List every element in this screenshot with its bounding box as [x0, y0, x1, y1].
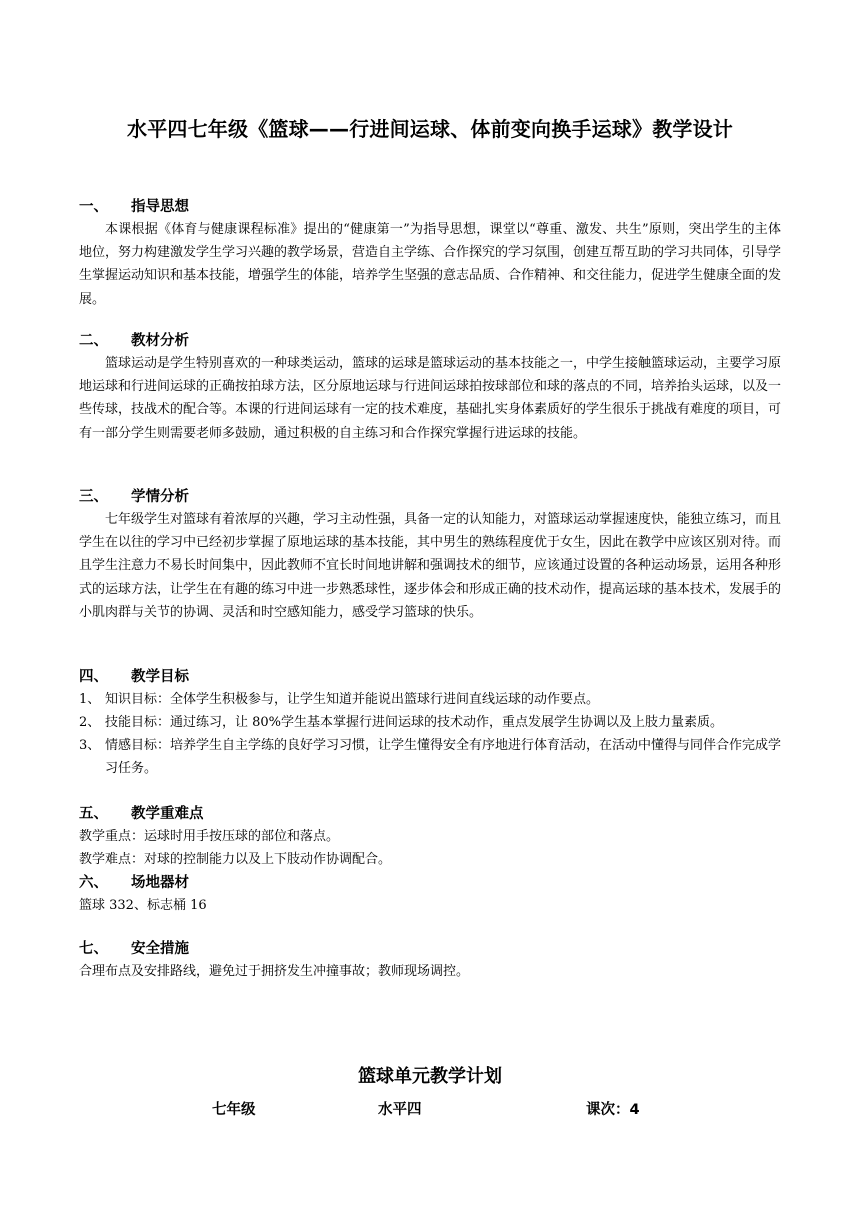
section-material-analysis: [79, 330, 781, 445]
section-number: 一、: [79, 199, 108, 215]
list-item-text: 技能目标：通过练习，让 80%学生基本掌握行进间运球的技术动作，重点发展学生协调以及上肢力量素质。: [105, 715, 724, 730]
section-heading: [79, 330, 781, 352]
section-student-analysis: [79, 486, 781, 624]
section-title: 教材分析: [131, 333, 189, 349]
section-heading: [79, 666, 781, 688]
section-heading: [79, 486, 781, 508]
document-title: 水平四七年级《篮球——行进间运球、体前变向换手运球》教学设计: [127, 117, 733, 141]
section-number: 五、: [79, 806, 108, 822]
section-key-difficult-points: [79, 803, 781, 871]
section-title: 安全措施: [131, 941, 189, 957]
section-number: 四、: [79, 669, 108, 685]
unit-plan-level: 水平四: [378, 1102, 422, 1118]
section-number: 六、: [79, 875, 108, 891]
section-title: 学情分析: [131, 489, 189, 505]
section-heading: [79, 196, 781, 218]
list-number: 3、: [79, 738, 101, 753]
section-title: 教学目标: [131, 669, 189, 685]
unit-plan-title: 篮球单元教学计划: [358, 1066, 502, 1087]
section-number: 三、: [79, 489, 108, 505]
section-title: 指导思想: [131, 199, 189, 215]
section-heading: [79, 938, 781, 960]
goals-list: [79, 688, 781, 780]
section-title: 场地器材: [131, 875, 189, 891]
list-item: [79, 734, 781, 780]
section-number: 七、: [79, 941, 108, 957]
list-item: [79, 711, 781, 734]
section-heading: [79, 872, 781, 894]
section-venue-equipment: [79, 872, 781, 917]
equipment-line: 篮球 332、标志桶 16: [79, 898, 207, 913]
unit-plan-lesson: 课次：4: [586, 1102, 640, 1118]
list-item: [79, 688, 781, 711]
list-number: 2、: [79, 715, 101, 730]
section-paragraph: 七年级学生对篮球有着浓厚的兴趣，学习主动性强，具备一定的认知能力，对篮球运动掌握速度快，能独立练习，而且学生在以往的学习中已经初步掌握了原地运球的基本技能，其中男生的熟练程度优于女生，因此在教学中应该区别对待。而且学生注意力不易长时间集中，因此教师不宜长时间地讲解和强调技术的细节，应该通过设置的各种运动场景，运用各种形式的运球方法，让学生在有趣的练习中进一步熟悉球性，逐步体会和形成正确的技术动作，提高运球的基本技术，发展手的小肌肉群与关节的协调、灵活和时空感知能力，感受学习篮球的快乐。: [79, 512, 782, 620]
section-teaching-goals: [79, 666, 781, 780]
section-guiding-ideology: [79, 196, 781, 311]
section-title: 教学重难点: [131, 806, 204, 822]
section-paragraph: 本课根据《体育与健康课程标准》提出的“健康第一”为指导思想，课堂以“尊重、激发、共生”原则，突出学生的主体地位，努力构建激发学生学习兴趣的教学场景，营造自主学练、合作探究的学习氛围，创建互帮互助的学习共同体，引导学生掌握运动知识和基本技能，增强学生的体能，培养学生坚强的意志品质、合作精神、和交往能力，促进学生健康全面的发展。: [79, 222, 782, 307]
list-item-text: 情感目标：培养学生自主学练的良好学习习惯，让学生懂得安全有序地进行体育活动，在活动中懂得与同伴合作完成学习任务。: [105, 738, 782, 776]
key-point-line: 教学重点：运球时用手按压球的部位和落点。: [79, 829, 340, 844]
section-paragraph: 篮球运动是学生特别喜欢的一种球类运动，篮球的运球是篮球运动的基本技能之一，中学生接触篮球运动，主要学习原地运球和行进间运球的正确按拍球方法，区分原地运球与行进间运球拍按球部位和球的落点的不同，培养抬头运球，以及一些传球，技战术的配合等。本课的行进间运球有一定的技术难度，基础扎实身体素质好的学生很乐于挑战有难度的项目，可有一部分学生则需要老师多鼓励，通过积极的自主练习和合作探究掌握行进运球的技能。: [79, 356, 782, 441]
list-number: 1、: [79, 692, 101, 707]
unit-plan-grade: 七年级: [212, 1102, 256, 1118]
section-heading: [79, 803, 781, 825]
safety-line: 合理布点及安排路线，避免过于拥挤发生冲撞事故；教师现场调控。: [79, 964, 470, 979]
section-number: 二、: [79, 333, 108, 349]
difficult-point-line: 教学难点：对球的控制能力以及上下肢动作协调配合。: [79, 852, 392, 867]
list-item-text: 知识目标：全体学生积极参与，让学生知道并能说出篮球行进间直线运球的动作要点。: [105, 692, 600, 707]
section-safety-measures: [79, 938, 781, 983]
